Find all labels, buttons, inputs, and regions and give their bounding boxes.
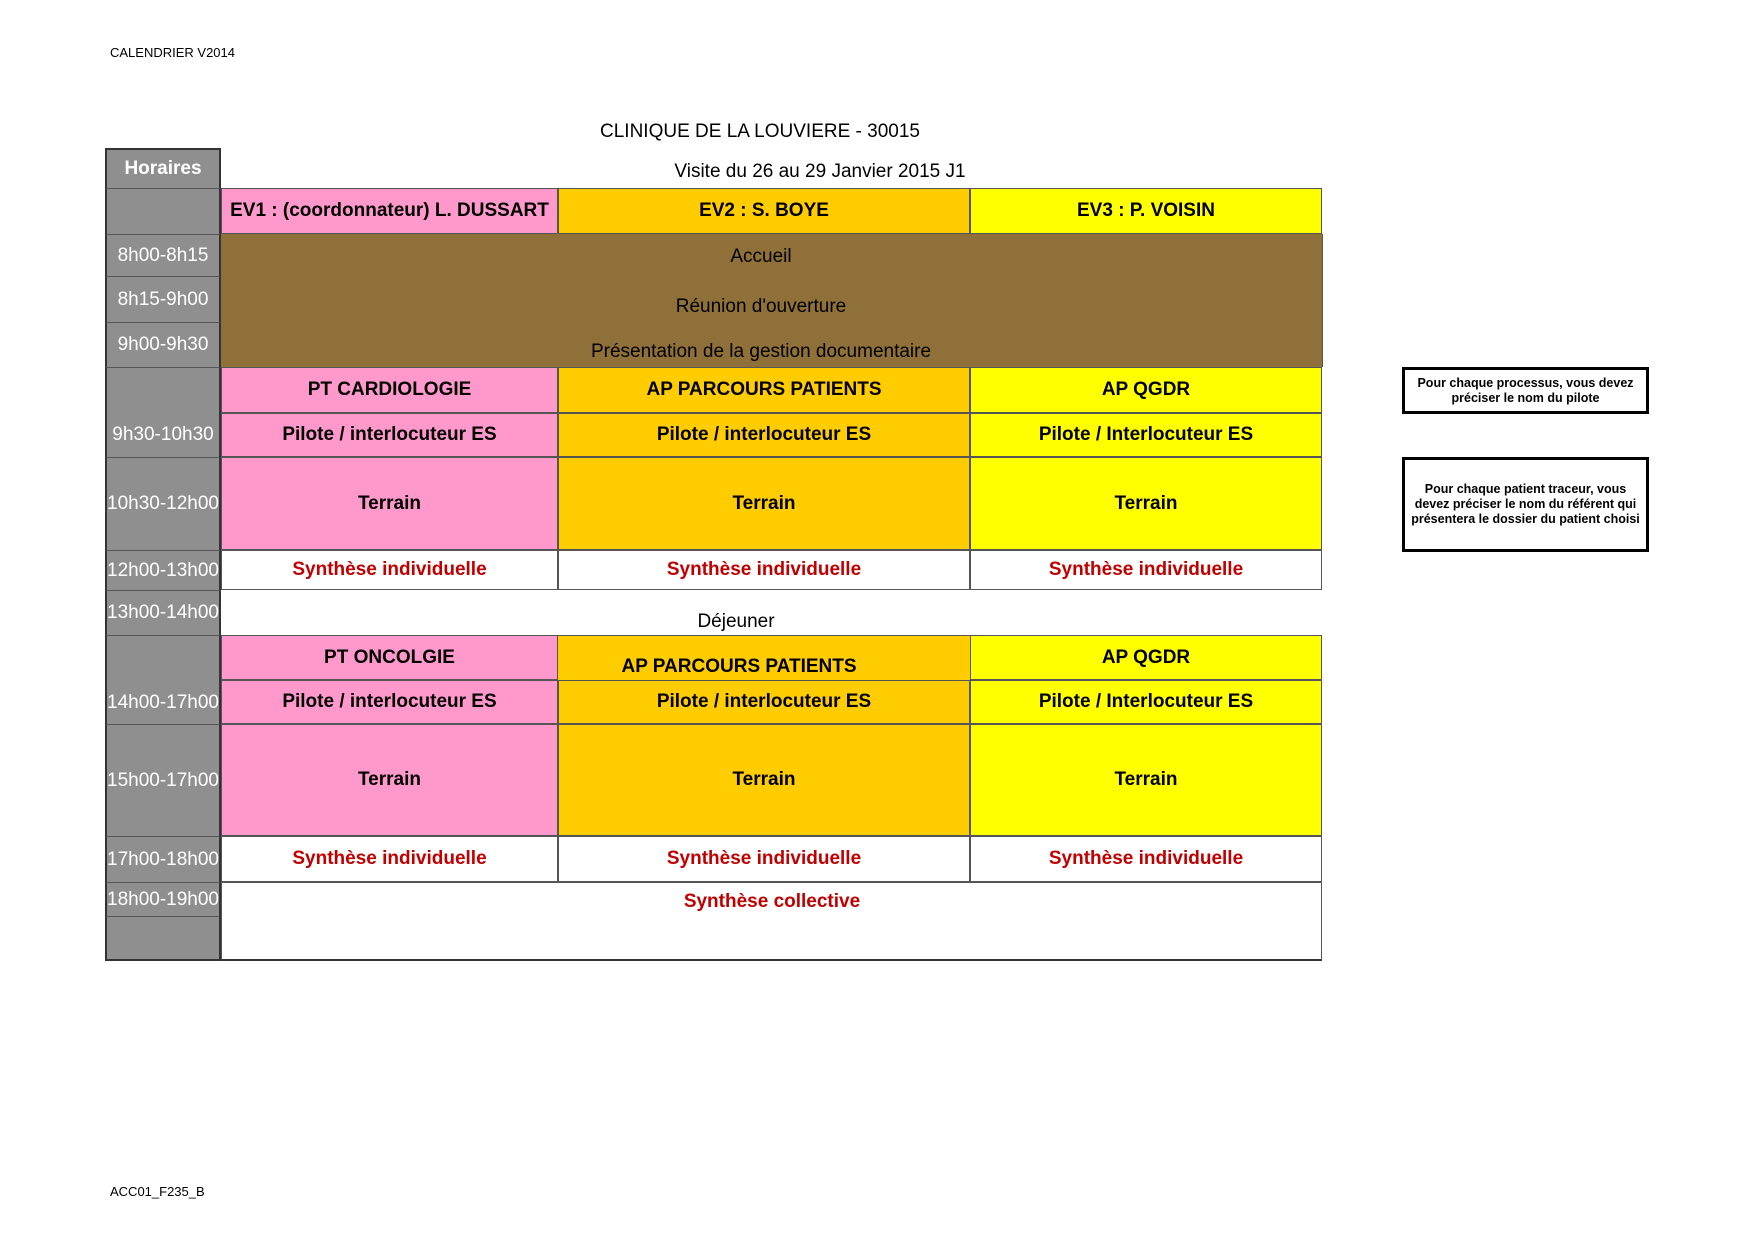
time-cell: 9h30-10h30 — [105, 367, 221, 457]
morning-pilote-ev2: Pilote / interlocuteur ES — [558, 413, 970, 457]
morning-synthese-ev1: Synthèse individuelle — [221, 550, 558, 590]
time-cell: 18h00-19h00 — [105, 882, 221, 916]
morning-terrain-ev2: Terrain — [558, 457, 970, 550]
page-title: CLINIQUE DE LA LOUVIERE - 30015 — [600, 121, 920, 142]
note-pilote: Pour chaque processus, vous devez préciser le nom du pilote — [1402, 367, 1649, 414]
synthese-collective-label: Synthèse collective — [683, 891, 861, 912]
morning-terrain-ev1: Terrain — [221, 457, 558, 550]
time-cell: 14h00-17h00 — [105, 635, 221, 724]
dejeuner-label: Déjeuner — [697, 611, 775, 632]
evaluator-3-header: EV3 : P. VOISIN — [970, 188, 1322, 234]
horaires-header: Horaires — [105, 148, 221, 188]
morning-synthese-ev2: Synthèse individuelle — [558, 550, 970, 590]
morning-topic-ev2: AP PARCOURS PATIENTS — [558, 367, 970, 413]
time-cell: 9h00-9h30 — [105, 322, 221, 367]
evaluator-2-header: EV2 : S. BOYE — [558, 188, 970, 234]
time-cell: 17h00-18h00 — [105, 836, 221, 882]
afternoon-terrain-ev2: Terrain — [558, 724, 970, 836]
time-cell: 15h00-17h00 — [105, 724, 221, 836]
time-cell-blank — [105, 188, 221, 234]
afternoon-pilote-ev3: Pilote / Interlocuteur ES — [970, 680, 1322, 724]
afternoon-topic-ev3: AP QGDR — [970, 635, 1322, 680]
time-cell-blank — [105, 916, 221, 961]
presentation-label: Présentation de la gestion documentaire — [590, 341, 932, 362]
time-cell: 13h00-14h00 — [105, 590, 221, 635]
time-cell: 12h00-13h00 — [105, 550, 221, 590]
page-subtitle: Visite du 26 au 29 Janvier 2015 J1 — [674, 161, 966, 182]
time-cell: 8h00-8h15 — [105, 234, 221, 276]
afternoon-pilote-ev2: Pilote / interlocuteur ES — [558, 680, 970, 724]
time-cell: 8h15-9h00 — [105, 276, 221, 322]
morning-topic-ev3: AP QGDR — [970, 367, 1322, 413]
synthese-collective-block — [221, 882, 1322, 961]
time-cell: 10h30-12h00 — [105, 457, 221, 550]
document-header: CALENDRIER V2014 — [110, 45, 235, 60]
morning-pilote-ev3: Pilote / Interlocuteur ES — [970, 413, 1322, 457]
morning-terrain-ev3: Terrain — [970, 457, 1322, 550]
accueil-label: Accueil — [730, 246, 792, 267]
evaluator-1-header: EV1 : (coordonnateur) L. DUSSART — [221, 188, 558, 234]
afternoon-terrain-ev3: Terrain — [970, 724, 1322, 836]
reunion-label: Réunion d'ouverture — [675, 296, 847, 317]
note-patient-traceur: Pour chaque patient traceur, vous devez préciser le nom du référent qui présentera le dossier du patient choisi — [1402, 457, 1649, 552]
afternoon-topic-ev2: AP PARCOURS PATIENTS — [558, 635, 970, 680]
afternoon-pilote-ev1: Pilote / interlocuteur ES — [221, 680, 558, 724]
afternoon-synthese-ev3: Synthèse individuelle — [970, 836, 1322, 882]
morning-pilote-ev1: Pilote / interlocuteur ES — [221, 413, 558, 457]
afternoon-synthese-ev2: Synthèse individuelle — [558, 836, 970, 882]
afternoon-synthese-ev1: Synthèse individuelle — [221, 836, 558, 882]
afternoon-terrain-ev1: Terrain — [221, 724, 558, 836]
afternoon-topic-ev1: PT ONCOLGIE — [221, 635, 558, 680]
morning-topic-ev1: PT CARDIOLOGIE — [221, 367, 558, 413]
morning-synthese-ev3: Synthèse individuelle — [970, 550, 1322, 590]
common-session-block — [221, 234, 1323, 367]
document-footer: ACC01_F235_B — [110, 1184, 205, 1199]
